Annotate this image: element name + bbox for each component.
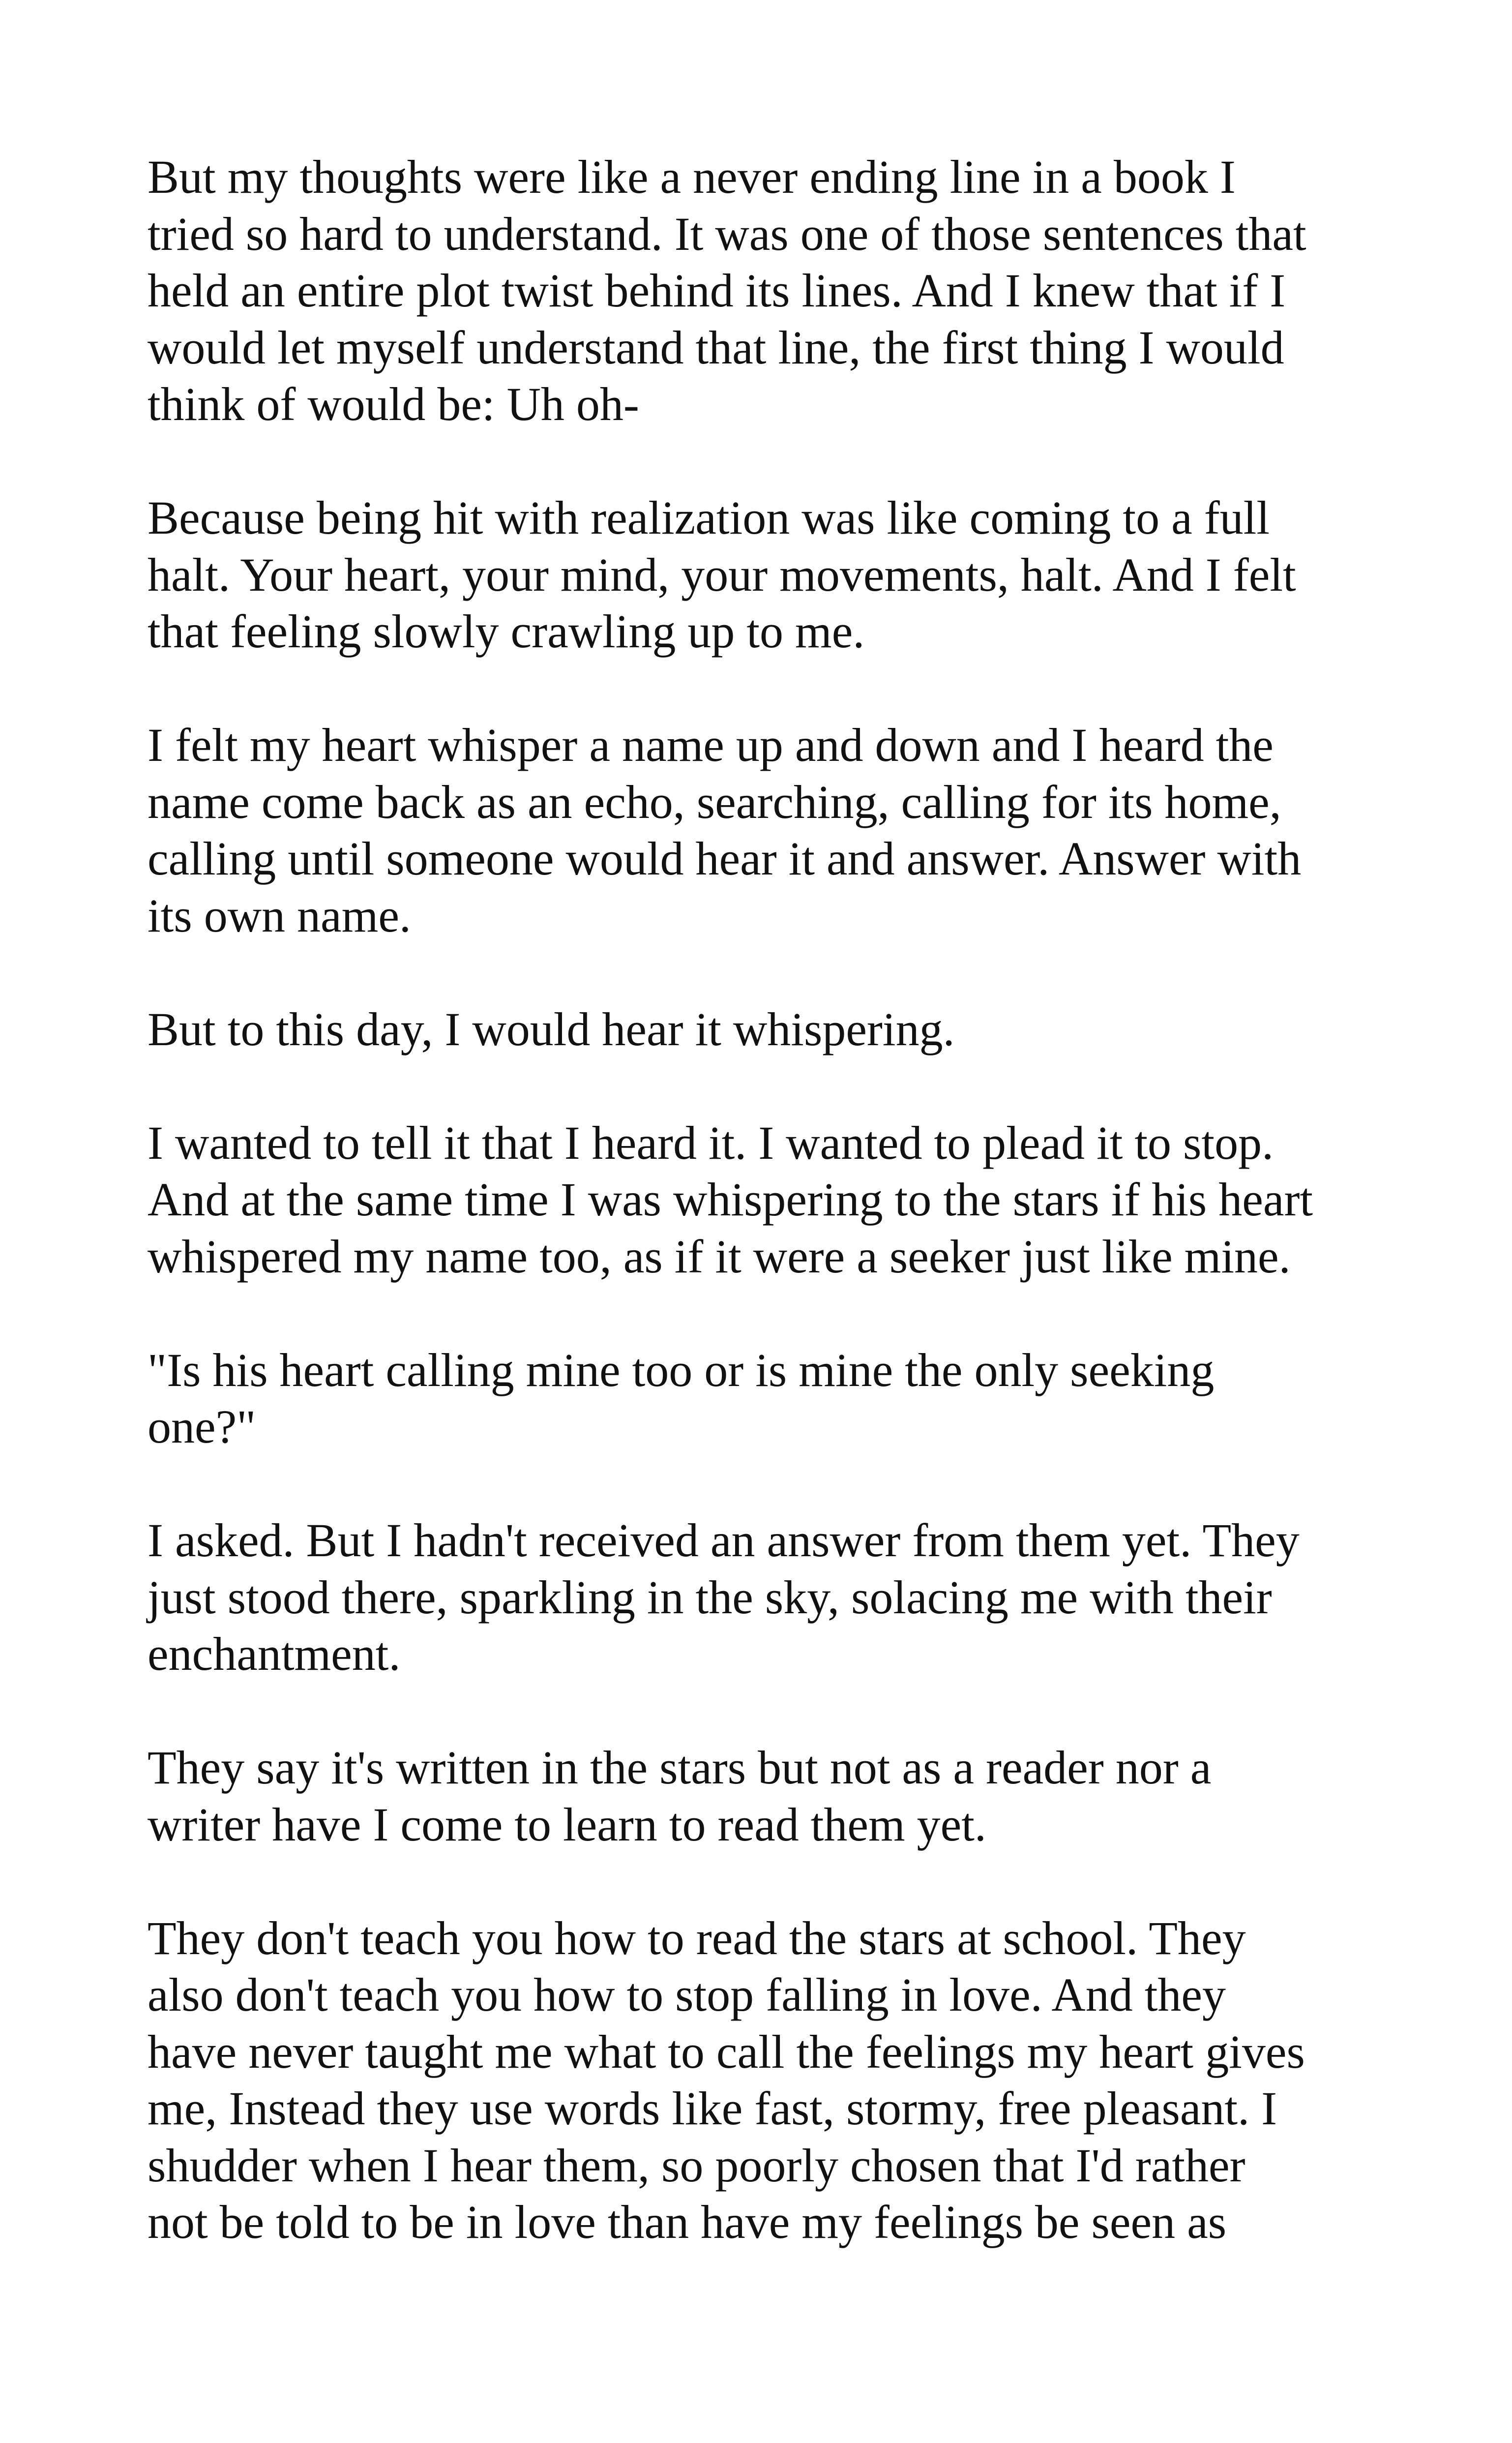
paragraph-3 (148, 717, 1396, 944)
text-line: have never taught me what to call the feelings my heart gives (148, 2025, 1305, 2078)
text-line: just stood there, sparkling in the sky, solacing me with their (148, 1570, 1272, 1624)
text-line: its own name. (148, 889, 411, 942)
text-line: would let myself understand that line, the first thing I would (148, 321, 1284, 374)
text-line: one?" (148, 1400, 256, 1453)
paragraph-2 (148, 489, 1396, 660)
text-line: shudder when I hear them, so poorly chosen that I'd rather (148, 2139, 1245, 2192)
text-line: calling until someone would hear it and answer. Answer with (148, 832, 1302, 885)
text-line: Because being hit with realization was like coming to a full (148, 491, 1270, 544)
paragraph-4 (148, 1001, 1396, 1058)
text-line: whispered my name too, as if it were a seeker just like mine. (148, 1230, 1291, 1283)
text-line: But to this day, I would hear it whispering. (148, 1002, 955, 1056)
text-line: I asked. But I hadn't received an answer from them yet. They (148, 1514, 1300, 1567)
text-line: halt. Your heart, your mind, your movements, halt. And I felt (148, 548, 1296, 601)
paragraph-9 (148, 1910, 1396, 2251)
text-line: tried so hard to understand. It was one of those sentences that (148, 207, 1306, 260)
paragraph-6 (148, 1342, 1396, 1455)
document-body (148, 149, 1396, 2307)
paragraph-8 (148, 1739, 1396, 1853)
text-line: writer have I come to learn to read them yet. (148, 1798, 986, 1851)
text-line: And at the same time I was whispering to the stars if his heart (148, 1173, 1313, 1226)
text-line: enchantment. (148, 1628, 401, 1680)
text-line: name come back as an echo, searching, calling for its home, (148, 775, 1281, 828)
text-line: think of would be: Uh oh- (148, 378, 639, 430)
text-line: not be told to be in love than have my feelings be seen as (148, 2196, 1227, 2248)
text-line: also don't teach you how to stop falling in love. And they (148, 1968, 1226, 2021)
text-line: They say it's written in the stars but not as a reader nor a (148, 1741, 1212, 1794)
paragraph-5 (148, 1115, 1396, 1285)
text-line: "Is his heart calling mine too or is mine the only seeking (148, 1343, 1215, 1396)
text-line: They don't teach you how to read the stars at school. They (148, 1911, 1246, 1964)
text-line: me, Instead they use words like fast, stormy, free pleasant. I (148, 2082, 1277, 2135)
text-line: I wanted to tell it that I heard it. I wanted to plead it to stop. (148, 1116, 1274, 1169)
text-line: But my thoughts were like a never ending line in a book I (148, 151, 1236, 203)
text-line: that feeling slowly crawling up to me. (148, 605, 865, 658)
paragraph-7 (148, 1512, 1396, 1683)
text-line: I felt my heart whisper a name up and down and I heard the (148, 719, 1274, 771)
paragraph-1 (148, 149, 1396, 433)
text-line: held an entire plot twist behind its lines. And I knew that if I (148, 264, 1286, 317)
